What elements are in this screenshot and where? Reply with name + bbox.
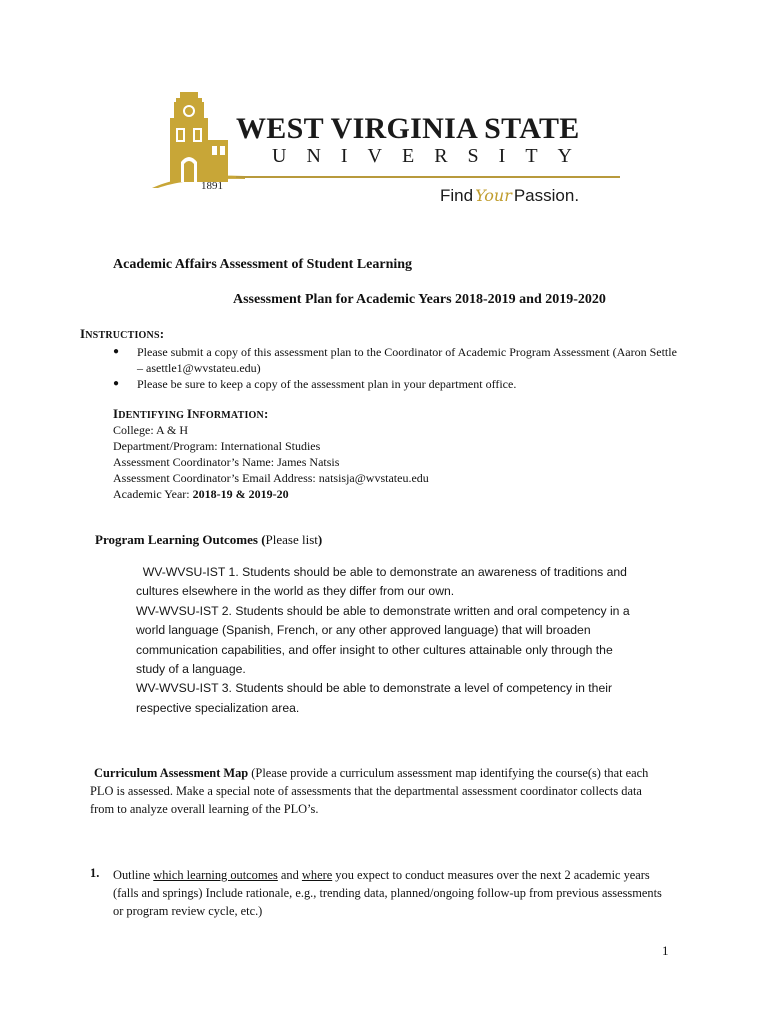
plo-line: WV-WVSU-IST 2. Students should be able to demonstrate written and oral competency in a [136, 603, 630, 618]
university-subname: UNIVERSITY [272, 145, 592, 167]
identifying-info [113, 422, 673, 502]
instruction-item: ● Please be sure to keep a copy of the assessment plan in your department office. [113, 376, 678, 392]
plo-heading-bold: Program Learning Outcomes ( [95, 532, 266, 547]
document-subtitle: Assessment Plan for Academic Years 2018-2019 and 2019-2020 [233, 292, 606, 307]
question-part2: and [277, 868, 302, 882]
identifying-heading-cap1: I [113, 406, 119, 421]
plo-heading-end: ) [317, 532, 323, 547]
document-title: Academic Affairs Assessment of Student Learning [113, 257, 413, 272]
identifying-heading-cap2: I [186, 406, 193, 421]
identifying-heading-rest1: DENTIFYING [118, 410, 187, 421]
plo-line: cultures elsewhere in the world as they differ from our own. [136, 584, 455, 599]
question-part3: you expect to conduct measures over the next 2 academic years (falls and springs) Include rationale, e.g., trending data, planned/ongoing follow-up from previous assessments or program review cycle, etc.) [113, 868, 662, 918]
academic-year-line [113, 486, 673, 502]
question-text [113, 866, 668, 920]
question-part1: Outline [113, 868, 154, 882]
question-underline2: where [301, 868, 333, 882]
page-number: 1 [662, 943, 669, 958]
tagline-pre: Find [440, 186, 474, 205]
plo-list [136, 563, 666, 718]
plo-line: study of a language. [136, 662, 246, 677]
college-line: College: A & H [113, 423, 188, 437]
plo-line: respective specialization area. [136, 700, 300, 715]
tagline-post: Passion. [513, 186, 580, 205]
curriculum-paragraph [90, 764, 650, 818]
identifying-heading-colon: : [263, 406, 269, 421]
clock-tower-icon [150, 88, 245, 188]
instructions-heading-cap: I [80, 326, 86, 341]
plo-line: WV-WVSU-IST 3. Students should be able to demonstrate a level of competency in their [136, 681, 613, 696]
plo-heading-normal: Please list [265, 532, 318, 547]
university-name: WEST VIRGINIA STATE [236, 112, 580, 145]
plo-line: communication capabilities, and offer insight to other cultures attainable only through the [136, 642, 613, 657]
department-line: Department/Program: International Studies [113, 439, 321, 453]
logo-rule [236, 176, 620, 178]
question-underline1: which learning outcomes [153, 868, 278, 882]
question-number: 1. [90, 866, 100, 880]
founding-year: 1891 [201, 180, 223, 192]
tagline-script: Your [475, 186, 512, 205]
curriculum-heading: Curriculum Assessment Map [94, 766, 249, 780]
instruction-item: ● Please submit a copy of this assessment plan to the Coordinator of Academic Program Assessment (Aaron Settle – asettle1@wvstateu.edu) [113, 344, 678, 376]
plo-line: WV-WVSU-IST 1. Students should be able to demonstrate an awareness of traditions and [136, 565, 627, 579]
plo-heading [95, 532, 322, 548]
instructions-heading-colon: : [159, 326, 165, 341]
academic-year-value: 2018-19 & 2019-20 [192, 487, 289, 501]
instructions-heading [80, 326, 164, 342]
tagline [440, 186, 579, 206]
identifying-heading-rest2: NFORMATION [192, 410, 264, 421]
curriculum-text: (Please provide a curriculum assessment map identifying the course(s) that each PLO is assessed. Make a special note of assessments that the departmental assessment coordinator collects data from to analyze overall learning of the PLO’s. [90, 766, 649, 816]
plo-line: world language (Spanish, French, or any other approved language) that will broaden [136, 623, 591, 638]
instructions-heading-rest: NSTRUCTIONS [85, 330, 160, 341]
instructions-list [113, 344, 678, 392]
coordinator-email-line: Assessment Coordinator’s Email Address: natsisja@wvstateu.edu [113, 471, 429, 485]
academic-year-label: Academic Year: [113, 487, 193, 501]
coordinator-name-line: Assessment Coordinator’s Name: James Natsis [113, 455, 340, 469]
identifying-heading [113, 406, 268, 422]
